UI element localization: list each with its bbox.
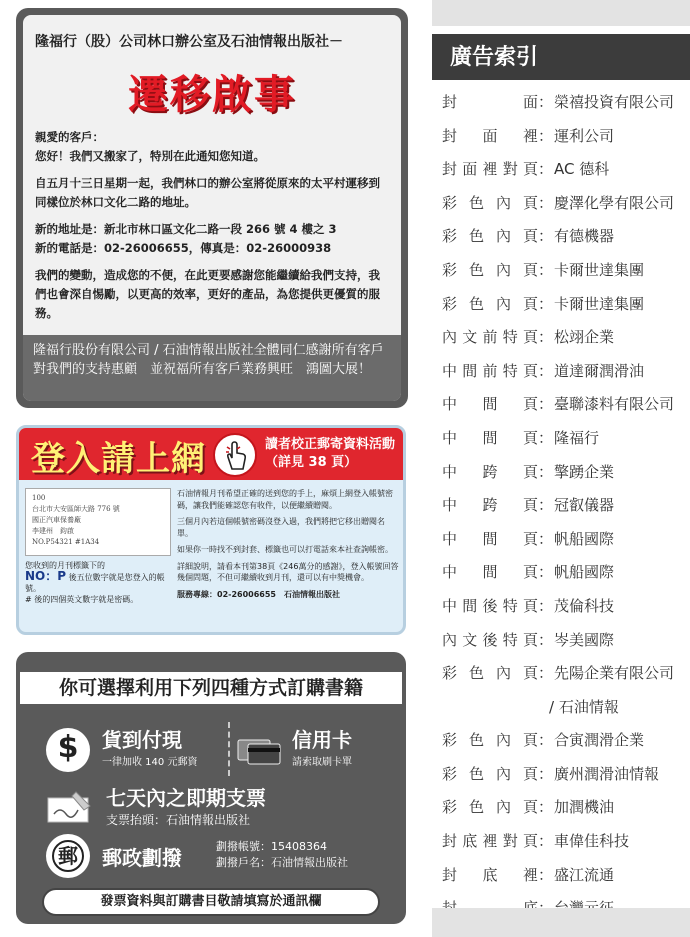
ad-index-entry [442, 523, 690, 557]
ad-separator: ： [538, 630, 554, 649]
ad-separator: ： [538, 832, 554, 851]
promo-headline: 登入請上網 [31, 439, 206, 479]
note-1: 您收到的月刊標籤下的 [25, 561, 105, 570]
login-promo [16, 425, 406, 635]
postal-name: 劃撥戶名：石油情報出版社 [216, 856, 348, 869]
ad-separator: ： [538, 563, 554, 582]
ad-separator: ： [538, 126, 554, 145]
ad-position: 彩色內頁 [442, 193, 538, 212]
service-hotline: 服務專線：02-26006655 石油情報出版社 [177, 589, 340, 599]
label-line: NO.P54321 #1A34 [32, 538, 100, 546]
ad-index-list [442, 86, 690, 926]
ad-separator: ： [538, 227, 554, 246]
label-line: 台北市大安區師大路 776 號 [32, 505, 120, 513]
divider [228, 722, 230, 776]
ad-index-entry [442, 657, 690, 691]
ad-index-entry [442, 187, 690, 221]
ad-position: 中間頁 [442, 395, 538, 414]
ad-advertiser: 松翊企業 [554, 328, 615, 347]
promo-text-4: 詳細說明，請看本刊第38頁《246萬分的感謝》，登入帳號回答幾個問題，不但可繼續收到月刊，還可以有中獎機會。 [177, 561, 399, 582]
ad-index-entry [442, 825, 690, 859]
subscription-title: 你可選擇利用下列四種方式訂購書籍 [18, 670, 404, 706]
ad-advertiser: 運利公司 [554, 126, 615, 145]
ad-advertiser: 榮禧投資有限公司 [554, 93, 675, 111]
ad-advertiser: / 石油情報 [549, 697, 619, 716]
ad-position: 彩色內頁 [442, 764, 538, 783]
ad-index-entry [442, 86, 690, 120]
promo-text-1: 石油情報月刊希望正確的送到您的手上，麻煩上網登入帳號密碼，讓我們能確認您有收件，以便繼續贈閱。 [177, 489, 393, 510]
ad-separator: ： [538, 529, 554, 548]
ad-separator: ： [538, 193, 554, 212]
ad-advertiser: 帆船國際 [554, 563, 615, 582]
ad-advertiser: 有德機器 [554, 227, 615, 246]
ad-index-entry [442, 388, 690, 422]
label-notes [25, 560, 171, 605]
ad-separator: ： [538, 395, 554, 414]
mailing-label-sample [25, 488, 171, 556]
ad-index-entry [442, 422, 690, 456]
greeting-line-1: 親愛的客戶： [35, 130, 104, 144]
cheque-icon [46, 788, 94, 828]
subscription-footer: 發票資料與訂購書目敬請填寫於通訊欄 [42, 888, 380, 916]
ad-index-entry [442, 456, 690, 490]
ad-index-entry [442, 321, 690, 355]
ad-advertiser: AC 德科 [554, 160, 610, 179]
ad-position: 中間前特頁 [442, 361, 538, 380]
cheque-option [106, 782, 266, 828]
promo-page-ref: （詳見 38 頁） [265, 455, 358, 470]
ad-position: 封底裡 [442, 865, 538, 884]
ad-advertiser: 車偉佳科技 [554, 832, 630, 851]
ad-position: 彩色內頁 [442, 664, 538, 683]
promo-text-2: 三個月內若這個帳號密碼沒登入過，我們將把它移出贈閱名單。 [177, 517, 385, 538]
ad-index-entry [442, 489, 690, 523]
ad-position: 中間頁 [442, 563, 538, 582]
ad-index-entry [442, 153, 690, 187]
ad-advertiser: 先陽企業有限公司 [554, 664, 675, 683]
notice-footer: 隆福行股份有限公司 / 石油情報出版社全體同仁感謝所有客戶對我們的支持惠顧 並祝福所有客戶業務興旺 鴻圖大展！ [23, 335, 401, 401]
promo-text-3: 如果你一時找不到封套、標籤也可以打電話來本社查詢帳密。 [177, 545, 393, 554]
credit-card-icon [236, 734, 282, 766]
ad-separator: ： [538, 160, 554, 179]
ad-index-entry [442, 220, 690, 254]
ad-advertiser: 茂倫科技 [554, 596, 615, 615]
note-np: NO：P [25, 569, 67, 583]
ad-separator: ： [538, 731, 554, 750]
notice-greeting [35, 128, 389, 166]
ad-advertiser: 帆船國際 [554, 529, 615, 548]
ad-index-entry [442, 624, 690, 658]
cod-note: 一律加收 140 元郵資 [102, 757, 198, 768]
ad-position: 中間頁 [442, 428, 538, 447]
ad-position: 中跨頁 [442, 496, 538, 515]
ad-advertiser: 盛江流通 [554, 865, 615, 884]
ad-position: 彩色內頁 [442, 227, 538, 246]
notice-contact [35, 220, 389, 258]
notice-paragraph-1: 自五月十三日星期一起，我們林口的辦公室將從原來的太平村運移到同樣位於林口文化二路的地址。 [35, 176, 380, 209]
new-phone: 新的電話是：02-26006655，傳真是：02-26000938 [35, 241, 332, 255]
ad-index-entry [442, 724, 690, 758]
ad-separator: ： [538, 294, 554, 313]
cheque-title: 七天內之即期支票 [106, 786, 266, 810]
ad-advertiser: 冠叡儀器 [554, 496, 615, 515]
ad-index-entry [442, 691, 690, 725]
subscription-options [16, 652, 406, 924]
cheque-note: 支票抬頭：石油情報出版社 [106, 813, 251, 827]
ad-separator: ： [538, 93, 554, 111]
ad-separator: ： [538, 428, 554, 447]
ad-separator: ： [538, 798, 554, 817]
postal-account: 劃撥帳號：15408364 [216, 840, 327, 853]
ad-index-entry [442, 758, 690, 792]
ad-index-entry [442, 859, 690, 893]
ad-separator: ： [538, 865, 554, 884]
ad-index-entry [442, 791, 690, 825]
postal-icon: 郵 [46, 834, 90, 878]
ad-index-entry [442, 120, 690, 154]
ad-index-entry [442, 355, 690, 389]
ad-index-entry [442, 254, 690, 288]
ad-position: 彩色內頁 [442, 798, 538, 817]
notice-title: 隆福行（股）公司林口辦公室及石油情報出版社－ [35, 34, 343, 50]
ad-index-entry [442, 556, 690, 590]
ad-separator: ： [538, 496, 554, 515]
ad-position: 封底裡對頁 [442, 832, 538, 851]
notice-headline: 遷移啟事 [128, 71, 296, 118]
note-account [25, 571, 171, 594]
sidebar-top-band [432, 0, 690, 26]
label-line: 100 [32, 494, 46, 502]
ad-index-heading: 廣告索引 [450, 45, 539, 70]
ad-position: 封面 [442, 93, 538, 111]
ad-position: 封面裡對頁 [442, 160, 538, 179]
ad-position: 彩色內頁 [442, 731, 538, 750]
ad-advertiser: 岑美國際 [554, 630, 615, 649]
ad-advertiser: 道達爾潤滑油 [554, 361, 645, 380]
label-line: 國正汽車保養廠 [32, 516, 81, 524]
ad-advertiser: 合寅潤滑企業 [554, 731, 645, 750]
ad-position: 中跨頁 [442, 462, 538, 481]
relocation-notice [16, 8, 408, 408]
ad-separator: ： [538, 664, 554, 683]
ad-advertiser: 臺聯漆料有限公司 [554, 395, 675, 414]
ad-position: 封面裡 [442, 126, 538, 145]
ad-position: 內文後特頁 [442, 630, 538, 649]
postal-title: 郵政劃撥 [102, 846, 182, 870]
ad-separator: ： [538, 260, 554, 279]
ad-index-header [432, 34, 690, 80]
ad-position: 彩色內頁 [442, 294, 538, 313]
ad-index-entry [442, 590, 690, 624]
credit-card-option [292, 724, 352, 768]
card-title: 信用卡 [292, 728, 352, 752]
cod-title: 貨到付現 [102, 728, 182, 752]
notice-paragraph-2: 我們的變動，造成您的不便，在此更要感謝您能繼續給我們支持，我們也會深自惕勵，以更高的效率，更好的產品，為您提供更優質的服務。 [35, 268, 380, 320]
ad-position: 內文前特頁 [442, 328, 538, 347]
postal-details [216, 838, 348, 870]
sidebar-bottom-band [432, 908, 690, 937]
ad-advertiser: 廣州潤滑油情報 [554, 764, 660, 783]
promo-header [19, 428, 403, 480]
note-4: # 後的四個英文數字就是密碼。 [25, 595, 139, 604]
new-address: 新的地址是：新北市林口區文化二路一段 266 號 4 樓之 3 [35, 222, 337, 236]
ad-position: 彩色內頁 [442, 260, 538, 279]
cod-option [102, 724, 197, 768]
dollar-icon: $ [46, 728, 90, 772]
ad-advertiser: 加潤機油 [554, 798, 615, 817]
ad-advertiser: 隆福行 [554, 428, 600, 447]
note-3: 後五位數字就是您登入的帳號。 [25, 573, 165, 593]
notice-body [23, 15, 401, 401]
promo-activity: 讀者校正郵寄資料活動 [265, 437, 396, 452]
hand-cursor-icon [213, 433, 257, 477]
promo-subtitle [265, 436, 395, 472]
ad-separator: ： [538, 328, 554, 347]
label-line: 李建州 鈞啟 [32, 527, 74, 535]
ad-separator: ： [538, 764, 554, 783]
promo-instructions [177, 488, 399, 605]
ad-advertiser: 慶澤化學有限公司 [554, 193, 675, 212]
ad-position: 中間後特頁 [442, 596, 538, 615]
postal-option [102, 842, 182, 871]
ad-advertiser: 擎踴企業 [554, 462, 615, 481]
ad-separator: ： [538, 596, 554, 615]
card-note: 請索取刷卡單 [292, 757, 352, 768]
ad-separator: ： [538, 462, 554, 481]
ad-advertiser: 卡爾世達集團 [554, 294, 645, 313]
ad-position: 中間頁 [442, 529, 538, 548]
ad-advertiser: 卡爾世達集團 [554, 260, 645, 279]
ad-separator: ： [538, 361, 554, 380]
greeting-line-2: 您好！我們又搬家了，特別在此通知您知道。 [35, 149, 265, 163]
ad-index-entry [442, 288, 690, 322]
